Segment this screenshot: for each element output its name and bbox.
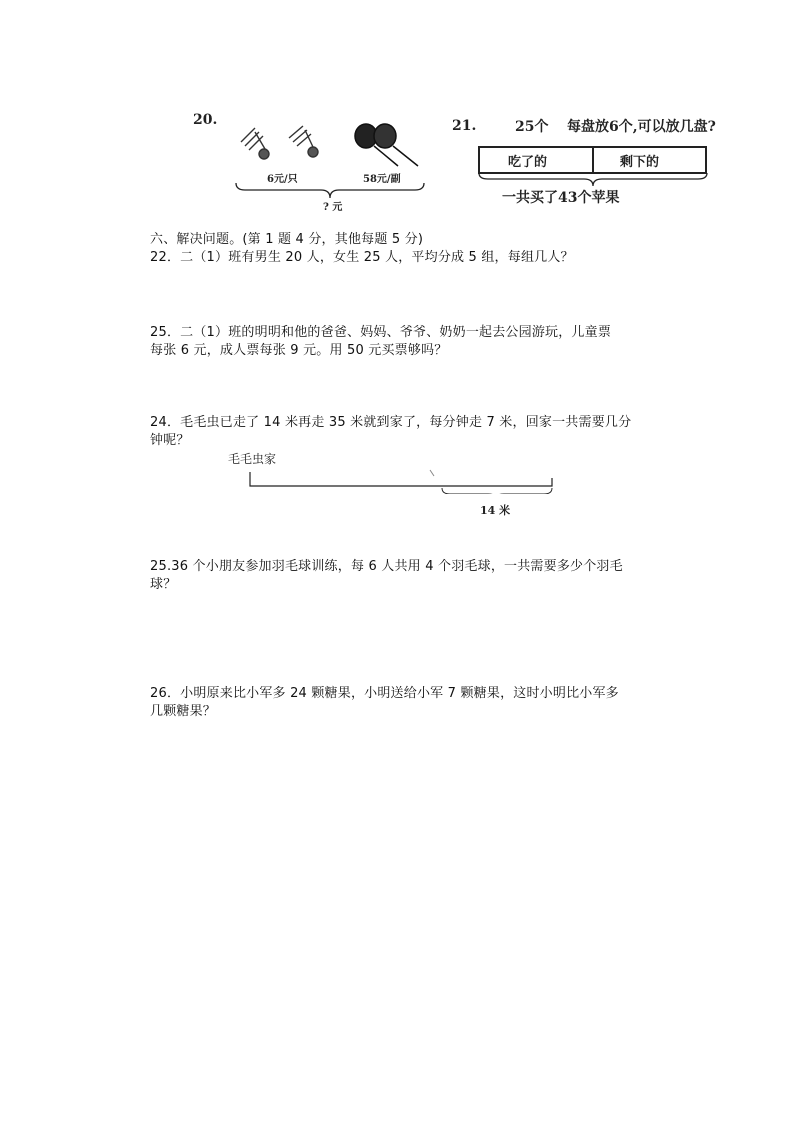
q24-diagram (228, 450, 568, 520)
q21-box-eaten: 吃了的 (508, 155, 548, 170)
racket-icon (350, 118, 425, 173)
q20-label-shuttle: 6元/只 (267, 174, 298, 185)
problem-26 (150, 685, 619, 721)
problem-22: 22．二（1）班有男生 20 人，女生 25 人，平均分成 5 组，每组几人？ (150, 250, 574, 265)
section-title: 六、解决问题。(第 1 题 4 分，其他每题 5 分) (150, 232, 424, 247)
q21-brace (478, 172, 710, 188)
problem-line: 26．小明原来比小军多 24 颗糖果，小明送给小军 7 颗糖果，这时小明比小军多 (150, 686, 619, 701)
problem-line: 24．毛毛虫已走了 14 米再走 35 米就到家了，每分钟走 7 米，回家一共需要几分 (150, 415, 632, 430)
q20-figure (185, 110, 425, 215)
q21-footer: 一共买了43个苹果 (502, 190, 620, 206)
problem-24 (150, 414, 631, 450)
q21-figure (450, 112, 760, 212)
q21-divider (592, 148, 594, 172)
problem-line: 钟呢？ (150, 433, 190, 448)
q24-distance-line (248, 464, 558, 494)
q21-box-left: 剩下的 (620, 155, 660, 170)
problem-line: 25.36 个小朋友参加羽毛球训练，每 6 人共用 4 个羽毛球，一共需要多少个羽毛 (150, 559, 623, 574)
problem-25-shuttlecocks (150, 558, 623, 594)
shuttlecock-icon (237, 122, 327, 167)
q21-bar (478, 146, 707, 174)
problem-line: 每张 6 元，成人票每张 9 元。用 50 元买票够吗？ (150, 343, 448, 358)
problem-25-tickets (150, 324, 611, 360)
q21-number: 21. (452, 118, 477, 134)
q24-home-label: 毛毛虫家 (228, 452, 277, 466)
problem-line: 几颗糖果？ (150, 704, 217, 719)
q20-total: ? 元 (323, 202, 343, 213)
problem-line: 球？ (150, 577, 177, 592)
q20-label-racket: 58元/副 (363, 174, 401, 185)
q21-header-question: 每盘放6个,可以放几盘? (567, 119, 716, 135)
q24-distance-label: 14 米 (480, 504, 511, 517)
q20-number: 20. (193, 112, 218, 128)
q21-header-count: 25个 (515, 119, 549, 135)
problem-line: 25．二（1）班的明明和他的爸爸、妈妈、爷爷、奶奶一起去公园游玩，儿童票 (150, 325, 612, 340)
